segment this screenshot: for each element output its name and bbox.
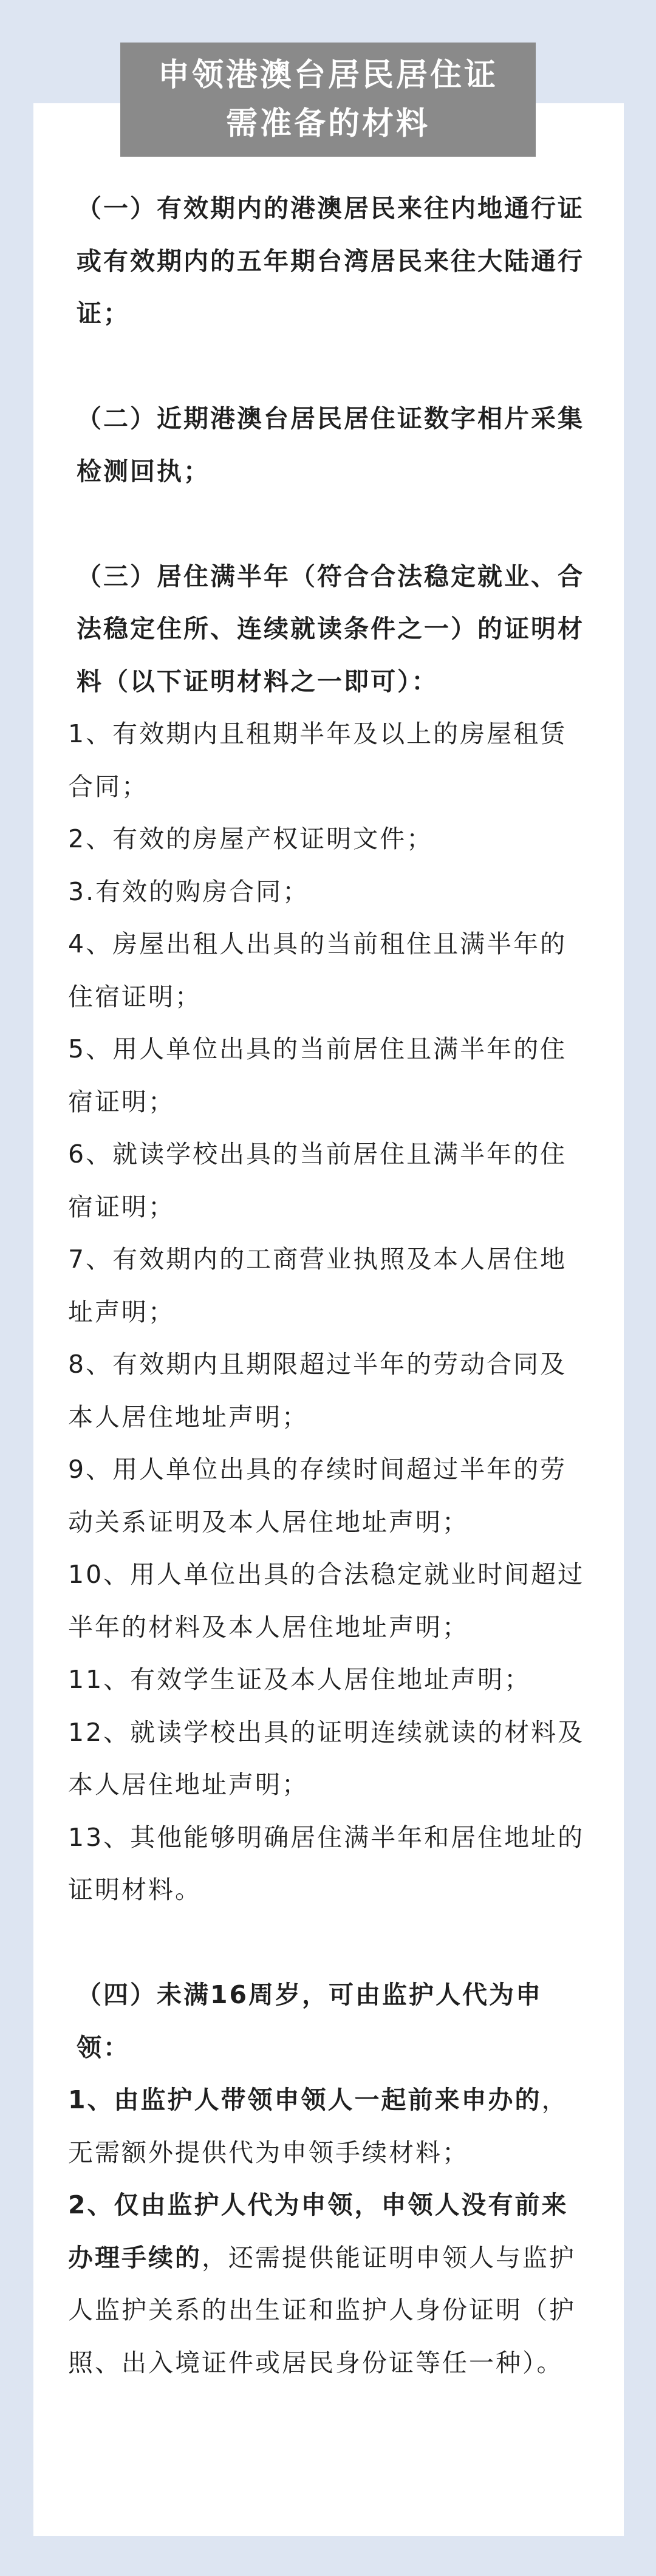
title-line-1: 申领港澳台居民居住证 [157,57,498,94]
item-1-emphasis: 1、由监护人带领申领人一起前来申办的 [68,2085,542,2114]
list-item: 11、有效学生证及本人居住地址声明； [68,1665,531,1694]
list-item [68,2179,590,2389]
item-2-emphasis: 2、仅由监护人代为申领，申领人没有前来办理手续的 [68,2190,569,2272]
item-1-text: ，无需额外提供代为申领手续材料； [68,2085,569,2167]
section-3-heading: （三）居住满半年（符合合法稳定就业、合法稳定住所、连续就读条件之一）的证明材料（以下证明材料之一即可）： [77,561,584,696]
list-item: 2、有效的房屋产权证明文件； [68,824,434,853]
section-1-heading: （一）有效期内的港澳居民来往内地通行证或有效期内的五年期台湾居民来往大陆通行证； [77,194,584,328]
list-item: 6、就读学校出具的当前居住且满半年的住宿证明； [68,1139,567,1221]
item-2-text: ，还需提供能证明申领人与监护人监护关系的出生证和监护人身份证明（护照、出入境证件或居民身份证等任一种）。 [68,2243,576,2377]
title-banner [120,43,536,157]
list-item: 12、就读学校出具的证明连续就读的材料及本人居住地址声明； [68,1717,585,1799]
title-line-2: 需准备的材料 [225,106,430,142]
list-item: 8、有效期内且期限超过半年的劳动合同及本人居住地址声明； [68,1350,567,1432]
list-item: 7、有效期内的工商营业执照及本人居住地址声明； [68,1245,567,1327]
section-2-heading: （二）近期港澳台居民居住证数字相片采集检测回执； [77,404,584,486]
list-item: 3.有效的购房合同； [68,876,310,906]
list-item: 13、其他能够明确居住满半年和居住地址的证明材料。 [68,1822,585,1904]
list-item: 10、用人单位出具的合法稳定就业时间超过半年的材料及本人居住地址声明； [68,1560,585,1642]
list-item: 5、用人单位出具的当前居住且满半年的住宿证明； [68,1034,567,1116]
list-item: 4、房屋出租人出具的当前租住且满半年的住宿证明； [68,929,567,1011]
list-item [68,2074,590,2179]
list-item: 1、有效期内且租期半年及以上的房屋租赁合同； [68,719,567,801]
materials-list [68,182,590,2389]
section-4-heading: （四）未满16周岁，可由监护人代为申领： [77,1980,543,2062]
list-item: 9、用人单位出具的存续时间超过半年的劳动关系证明及本人居住地址声明； [68,1455,567,1537]
